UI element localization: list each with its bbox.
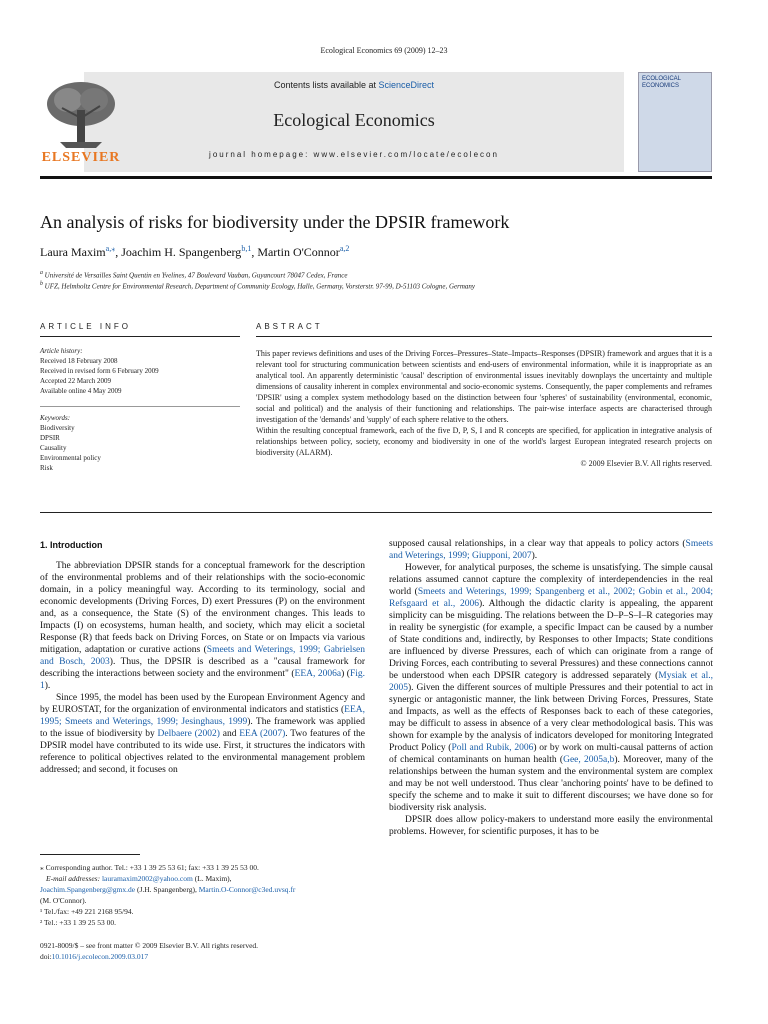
body-column-left	[40, 560, 365, 776]
citation-link[interactable]: EEA (2007)	[239, 729, 286, 739]
keyword: Causality	[40, 444, 67, 452]
sciencedirect-link[interactable]: ScienceDirect	[378, 80, 435, 90]
text: The abbreviation DPSIR stands for a conceptual framework for the description of the environmental problems and of their relationships with the socio-economic domain, in a policy meaningful way. According to its terminology, social and economic developments (Driving Forces, D) exert Pressures (P) on the environment and, as a consequence, the State (S) of the environment changes. This leads to Impacts (I) on ecosystems, human health, and society, which may elicit a societal Response (R) that feeds back on Driving Forces, on State or on Impacts via various mitigation, adaptation or curative actions (	[40, 561, 365, 655]
affiliation-mark: b	[40, 281, 43, 287]
paragraph	[389, 814, 713, 838]
history-item: Available online 4 May 2009	[40, 387, 122, 395]
citation-link[interactable]: Gee, 2005a,b	[563, 755, 615, 765]
footnote	[40, 884, 365, 895]
abstract-heading: ABSTRACT	[256, 322, 323, 331]
footnote: ¹ Tel./fax: +49 221 2168 95/94.	[40, 907, 134, 916]
section-title: 1. Introduction	[40, 540, 103, 550]
doi-label: doi:	[40, 952, 52, 961]
abstract-paragraph: This paper reviews definitions and uses of the Driving Forces–Pressures–State–Impacts–Responses (DPSIR) framework and argues that it is a relevant tool for structuring communication between scientists and end-users of environmental information, while it is inappropriate as an analytical tool. An apparently deterministic 'causal' description of environmental issues inevitably downplays the uncertainty and multiple dimensions of causality inherent in complex environmental and socio-economic systems. Consequently, the paper complements and reframes 'DPSIR' using a complex system methodology based on the distinction between four 'spheres' of sustainability (environmental, economic, social and political) and the analysis of their functioning and relationships. The pair-wise interface aspects are characterised through investigation of the 'demands' and 'supply' of each sphere relative to the others.	[256, 349, 712, 424]
author-affil-mark[interactable]: a,2	[339, 244, 350, 253]
copyright: © 2009 Elsevier B.V. All rights reserved.	[580, 459, 712, 468]
footnote-divider	[40, 854, 140, 855]
paragraph	[389, 538, 713, 562]
citation-link[interactable]: Smeets and Weterings, 1999; Giupponi, 2007	[389, 539, 713, 561]
affiliation	[40, 281, 712, 290]
footnotes	[40, 862, 365, 928]
doi-line	[40, 951, 365, 962]
journal-citation: Ecological Economics 69 (2009) 12–23	[320, 46, 448, 55]
author-name: Martin O'Connor	[257, 245, 340, 259]
abstract-body	[256, 348, 712, 469]
citation-link[interactable]: EEA, 2006a	[294, 669, 342, 679]
figure-link[interactable]: Fig. 1	[40, 669, 366, 691]
keyword: DPSIR	[40, 434, 60, 442]
author-list: Laura Maxim$^{a,⁎}$, Joachim H. Spangenberg$^{b,1}$, Martin O'Connor$^{a,2}$	[40, 244, 350, 259]
text: ).	[44, 681, 51, 691]
keyword: Risk	[40, 464, 53, 472]
footnote: ² Tel.: +33 1 39 25 53 00.	[40, 918, 117, 927]
contents-prefix: Contents lists available at	[273, 80, 379, 90]
journal-cover-title: ECOLOGICAL ECONOMICS	[642, 76, 681, 89]
abstract-paragraph: Within the resulting conceptual framework, each of the five D, P, S, I and R concepts are specified, for application in integrative analysis of relationships between policy, society, economy and biodiversity in one of the world's largest European integrated research projects on biodiversity (ALARM).	[256, 426, 712, 457]
article-title: An analysis of risks for biodiversity under the DPSIR framework	[40, 212, 510, 232]
paragraph	[40, 692, 365, 776]
affiliation	[40, 270, 712, 279]
history-item: Accepted 22 March 2009	[40, 377, 111, 385]
text: (J.H. Spangenberg),	[135, 885, 199, 894]
footnote: (M. O'Connor).	[40, 896, 87, 905]
author-affil-mark[interactable]: a,⁎	[105, 244, 116, 253]
footnote: ⁎ Corresponding author. Tel.: +33 1 39 25 53 61; fax: +33 1 39 25 53 00.	[40, 863, 259, 872]
history-label: Article history:	[40, 347, 83, 355]
citation-link[interactable]: Smeets and Weterings, 1999; Spangenberg et al., 2002; Gobin et al., 2004; Refsgaard et al., 2006	[389, 587, 713, 609]
affiliation-mark: a	[40, 270, 43, 276]
doi-link[interactable]: 10.1016/j.ecolecon.2009.03.017	[51, 952, 149, 961]
journal-homepage[interactable]: journal homepage: www.elsevier.com/locate/ecolecon	[209, 150, 499, 159]
email-label: E-mail addresses:	[46, 874, 102, 883]
article-info-heading: ARTICLE INFO	[40, 322, 131, 331]
author-name: Joachim H. Spangenberg	[121, 245, 242, 259]
text: ). Moreover, many of the relationships between the human system and the environmental system are complex and may be not well understood. Thus clear 'anchoring points' have to be defined to specify the scheme and to make it suit to different discourses; we have done so for biodiversity risk analysis.	[389, 755, 713, 813]
footnote	[40, 873, 365, 884]
citation-link[interactable]: Delbaere (2002)	[157, 729, 220, 739]
text: (L. Maxim),	[192, 874, 232, 883]
text: ) or by work on multi-causal patterns of action of chemical contaminants on human health (	[389, 743, 713, 765]
citation-link[interactable]: EEA, 1995; Smeets and Weterings, 1999; Jesinghaus, 1999	[40, 705, 365, 727]
keyword: Biodiversity	[40, 424, 75, 432]
email-link[interactable]: Martin.O-Connor@c3ed.uvsq.fr	[198, 885, 296, 894]
citation-link[interactable]: Mysiak et al., 2005	[389, 671, 713, 693]
email-link[interactable]: Joachim.Spangenberg@gmx.de	[40, 885, 136, 894]
divider	[40, 336, 240, 337]
text: and	[219, 729, 240, 739]
issn-line: 0921-8009/$ – see front matter © 2009 Elsevier B.V. All rights reserved.	[40, 941, 259, 950]
text: ). The framework was applied to the issue of biodiversity by	[40, 717, 365, 739]
text: ) (	[341, 669, 350, 679]
author-affil-mark[interactable]: b,1	[241, 244, 252, 253]
text: supposed causal relationships, in a clear way that appeals to policy actors (	[389, 539, 686, 549]
history-item: Received 18 February 2008	[40, 357, 118, 365]
text: . Two features of the DPSIR model have contributed to its wide use. First, it structures the indicators with reference to political objectives related to the environmental management problem addressed; and second, it focuses on	[40, 729, 365, 775]
text: However, for analytical purposes, the scheme is unsatisfying. The simple causal relations assumed cannot capture the complexity of interdependencies in the real world (	[389, 563, 713, 597]
keyword: Environmental policy	[40, 454, 101, 462]
citation-link[interactable]: Poll and Rubik, 2006	[451, 743, 534, 753]
body-column-right	[389, 538, 713, 838]
history-item: Received in revised form 6 February 2009	[40, 367, 159, 375]
journal-name: Ecological Economics	[273, 110, 435, 130]
keywords-label: Keywords:	[40, 406, 240, 423]
author-name: Laura Maxim	[40, 245, 106, 259]
text: ). Although the didactic clarity is appealing, the apparent simplicity can be misguiding. The relations between the D–P–S–I–R categories may in reality be synergistic (for example, a specific Impact can be caused by a number of State conditions and, indirectly, by Responses to other Impacts; State conditions are influenced by diverse Pressures, each of which can originate from a range of Driving Forces, each contributing to several Pressures) and these connections cannot be understood when each DPSIR category is addressed separately (	[389, 599, 713, 681]
citation-link[interactable]: Smeets and Weterings, 1999; Gabrielsen and Bosch, 2003	[40, 645, 365, 667]
affiliation-text: Université de Versailles Saint Quentin en Yvelines, 47 Boulevard Vauban, Guyancourt 78047 Cedex, France	[44, 271, 348, 280]
header-rule	[40, 176, 712, 179]
text: DPSIR does allow policy-makers to understand more easily the environmental problems. However, for scientific purposes, it has to be	[389, 815, 713, 837]
contents-line	[84, 80, 624, 90]
email-link[interactable]: lauramaxim2002@yahoo.com	[101, 874, 193, 883]
article-info	[40, 340, 240, 473]
affiliation-text: UFZ, Helmholtz Centre for Environmental Research, Department of Community Ecology, Halle, Germany, Vorsterstr. 97-99, D-51103 Cologne, Germany	[44, 282, 475, 291]
text: ). Given the different sources of multiple Pressures and their potential to act in synergic or antagonistic manner, the link between Driving Forces, Pressures, State and Impacts, as well as the effects of Responses back to each of these categories, may be difficult to assess in absence of a very clear methodological basis. This was shown for example by the analysis of indicators developed for monitoring Integrated Product Policy (	[389, 683, 713, 753]
paragraph	[40, 560, 365, 692]
text: Since 1995, the model has been used by the European Environment Agency and by EUROSTAT, for the organization of environmental indicators and statistics (	[40, 693, 365, 715]
text: ).	[531, 551, 538, 561]
divider	[40, 512, 712, 513]
paragraph	[389, 562, 713, 814]
text: ). Thus, the DPSIR is described as a "causal framework for describing the interactions between society and the environment" (	[40, 657, 366, 679]
publisher-name: ELSEVIER	[41, 150, 121, 165]
front-matter	[40, 940, 365, 962]
divider	[256, 336, 712, 337]
